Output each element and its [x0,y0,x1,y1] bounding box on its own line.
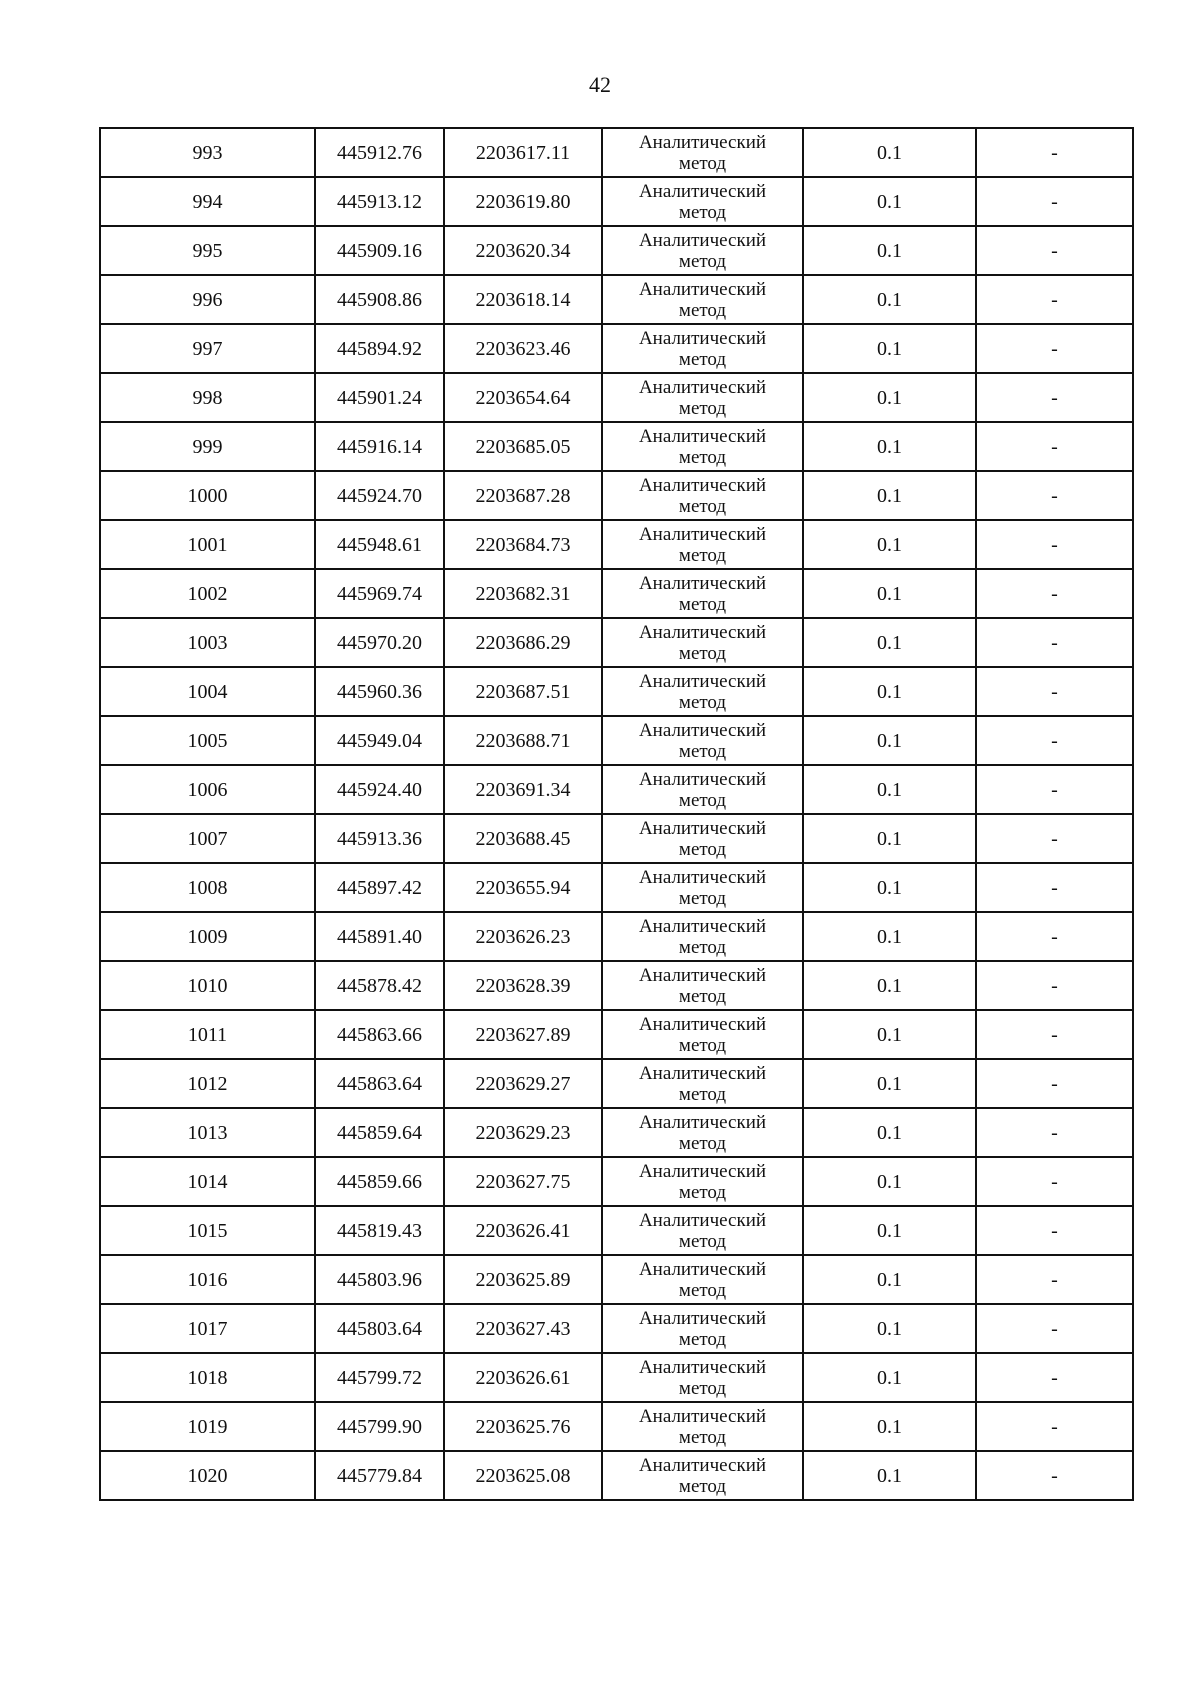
point-number-cell: 1008 [100,863,315,912]
note-cell: - [976,373,1133,422]
point-number-cell: 998 [100,373,315,422]
point-number-cell: 1007 [100,814,315,863]
coordinates-table [99,127,1134,1501]
y-coordinate-cell: 2203618.14 [444,275,602,324]
x-coordinate-cell: 445924.40 [315,765,444,814]
note-cell: - [976,618,1133,667]
y-coordinate-cell: 2203623.46 [444,324,602,373]
note-cell: - [976,765,1133,814]
y-coordinate-cell: 2203628.39 [444,961,602,1010]
point-number-cell: 994 [100,177,315,226]
method-text-line1: Аналитический [638,1405,767,1427]
note-cell: - [976,128,1133,177]
method-cell [602,716,803,765]
note-cell: - [976,324,1133,373]
accuracy-cell: 0.1 [803,1451,976,1500]
accuracy-cell: 0.1 [803,1304,976,1353]
method-text-line1: Аналитический [638,131,767,153]
method-text-line2: метод [678,593,727,615]
accuracy-cell: 0.1 [803,716,976,765]
table-row [100,716,1133,765]
x-coordinate-cell: 445908.86 [315,275,444,324]
method-cell [602,1157,803,1206]
note-cell: - [976,1108,1133,1157]
method-text-line1: Аналитический [638,327,767,349]
method-cell [602,618,803,667]
note-cell: - [976,912,1133,961]
accuracy-cell: 0.1 [803,275,976,324]
note-cell: - [976,1402,1133,1451]
accuracy-cell: 0.1 [803,1010,976,1059]
method-cell [602,1206,803,1255]
method-text-line1: Аналитический [638,572,767,594]
point-number-cell: 1018 [100,1353,315,1402]
method-text-line2: метод [678,887,727,909]
y-coordinate-cell: 2203686.29 [444,618,602,667]
note-cell: - [976,569,1133,618]
table-row [100,1108,1133,1157]
accuracy-cell: 0.1 [803,422,976,471]
x-coordinate-cell: 445859.64 [315,1108,444,1157]
table-row [100,765,1133,814]
method-cell [602,1108,803,1157]
x-coordinate-cell: 445803.96 [315,1255,444,1304]
point-number-cell: 1014 [100,1157,315,1206]
method-cell [602,1010,803,1059]
table-row [100,1353,1133,1402]
table-row [100,128,1133,177]
note-cell: - [976,1059,1133,1108]
method-cell [602,471,803,520]
method-text-line1: Аналитический [638,1307,767,1329]
y-coordinate-cell: 2203691.34 [444,765,602,814]
point-number-cell: 1020 [100,1451,315,1500]
method-text-line2: метод [678,642,727,664]
point-number-cell: 1013 [100,1108,315,1157]
note-cell: - [976,961,1133,1010]
accuracy-cell: 0.1 [803,1059,976,1108]
method-cell [602,275,803,324]
accuracy-cell: 0.1 [803,1255,976,1304]
method-text-line1: Аналитический [638,180,767,202]
method-text-line1: Аналитический [638,866,767,888]
method-text-line1: Аналитический [638,1258,767,1280]
y-coordinate-cell: 2203682.31 [444,569,602,618]
note-cell: - [976,275,1133,324]
note-cell: - [976,1451,1133,1500]
note-cell: - [976,1157,1133,1206]
coordinates-table-body [100,128,1133,1500]
note-cell: - [976,1353,1133,1402]
table-row [100,1206,1133,1255]
method-text-line1: Аналитический [638,1062,767,1084]
point-number-cell: 1009 [100,912,315,961]
y-coordinate-cell: 2203627.89 [444,1010,602,1059]
accuracy-cell: 0.1 [803,961,976,1010]
y-coordinate-cell: 2203625.76 [444,1402,602,1451]
table-row [100,1402,1133,1451]
method-text-line1: Аналитический [638,1209,767,1231]
x-coordinate-cell: 445949.04 [315,716,444,765]
y-coordinate-cell: 2203627.75 [444,1157,602,1206]
accuracy-cell: 0.1 [803,1157,976,1206]
point-number-cell: 1019 [100,1402,315,1451]
method-text-line1: Аналитический [638,278,767,300]
method-cell [602,1304,803,1353]
method-cell [602,373,803,422]
y-coordinate-cell: 2203625.08 [444,1451,602,1500]
method-cell [602,422,803,471]
y-coordinate-cell: 2203629.27 [444,1059,602,1108]
x-coordinate-cell: 445799.72 [315,1353,444,1402]
accuracy-cell: 0.1 [803,128,976,177]
x-coordinate-cell: 445916.14 [315,422,444,471]
point-number-cell: 1011 [100,1010,315,1059]
y-coordinate-cell: 2203655.94 [444,863,602,912]
accuracy-cell: 0.1 [803,373,976,422]
table-row [100,1255,1133,1304]
table-row [100,177,1133,226]
y-coordinate-cell: 2203627.43 [444,1304,602,1353]
y-coordinate-cell: 2203619.80 [444,177,602,226]
method-text-line2: метод [678,348,727,370]
x-coordinate-cell: 445913.12 [315,177,444,226]
method-cell [602,1255,803,1304]
x-coordinate-cell: 445779.84 [315,1451,444,1500]
note-cell: - [976,667,1133,716]
method-text-line1: Аналитический [638,425,767,447]
table-row [100,275,1133,324]
y-coordinate-cell: 2203626.61 [444,1353,602,1402]
y-coordinate-cell: 2203687.28 [444,471,602,520]
method-cell [602,324,803,373]
x-coordinate-cell: 445901.24 [315,373,444,422]
method-cell [602,1059,803,1108]
y-coordinate-cell: 2203654.64 [444,373,602,422]
table-row [100,1010,1133,1059]
table-row [100,520,1133,569]
x-coordinate-cell: 445960.36 [315,667,444,716]
accuracy-cell: 0.1 [803,912,976,961]
point-number-cell: 1003 [100,618,315,667]
method-cell [602,863,803,912]
table-row [100,569,1133,618]
point-number-cell: 1001 [100,520,315,569]
table-row [100,667,1133,716]
accuracy-cell: 0.1 [803,618,976,667]
x-coordinate-cell: 445948.61 [315,520,444,569]
x-coordinate-cell: 445894.92 [315,324,444,373]
method-text-line1: Аналитический [638,670,767,692]
point-number-cell: 1017 [100,1304,315,1353]
table-row [100,961,1133,1010]
method-text-line1: Аналитический [638,1111,767,1133]
y-coordinate-cell: 2203688.45 [444,814,602,863]
note-cell: - [976,471,1133,520]
method-cell [602,520,803,569]
method-text-line1: Аналитический [638,817,767,839]
x-coordinate-cell: 445924.70 [315,471,444,520]
point-number-cell: 1006 [100,765,315,814]
table-row [100,324,1133,373]
method-text-line1: Аналитический [638,1356,767,1378]
table-row [100,373,1133,422]
table-row [100,618,1133,667]
y-coordinate-cell: 2203684.73 [444,520,602,569]
method-text-line2: метод [678,1083,727,1105]
table-row [100,422,1133,471]
method-cell [602,226,803,275]
method-text-line2: метод [678,1132,727,1154]
accuracy-cell: 0.1 [803,1108,976,1157]
method-text-line2: метод [678,495,727,517]
method-text-line1: Аналитический [638,523,767,545]
accuracy-cell: 0.1 [803,324,976,373]
table-row [100,912,1133,961]
x-coordinate-cell: 445819.43 [315,1206,444,1255]
accuracy-cell: 0.1 [803,1402,976,1451]
method-cell [602,1451,803,1500]
x-coordinate-cell: 445863.64 [315,1059,444,1108]
method-text-line1: Аналитический [638,229,767,251]
method-cell [602,814,803,863]
method-cell [602,128,803,177]
y-coordinate-cell: 2203629.23 [444,1108,602,1157]
method-text-line1: Аналитический [638,768,767,790]
point-number-cell: 995 [100,226,315,275]
note-cell: - [976,520,1133,569]
method-text-line1: Аналитический [638,621,767,643]
method-text-line1: Аналитический [638,1013,767,1035]
y-coordinate-cell: 2203688.71 [444,716,602,765]
note-cell: - [976,814,1133,863]
x-coordinate-cell: 445913.36 [315,814,444,863]
table-row [100,1059,1133,1108]
table-row [100,226,1133,275]
y-coordinate-cell: 2203626.23 [444,912,602,961]
method-cell [602,177,803,226]
x-coordinate-cell: 445878.42 [315,961,444,1010]
point-number-cell: 1000 [100,471,315,520]
table-row [100,814,1133,863]
method-cell [602,912,803,961]
point-number-cell: 1005 [100,716,315,765]
note-cell: - [976,177,1133,226]
method-cell [602,1353,803,1402]
method-text-line2: метод [678,1377,727,1399]
point-number-cell: 999 [100,422,315,471]
method-text-line2: метод [678,299,727,321]
page-number: 42 [589,72,611,97]
table-row [100,863,1133,912]
note-cell: - [976,716,1133,765]
note-cell: - [976,422,1133,471]
note-cell: - [976,1304,1133,1353]
y-coordinate-cell: 2203620.34 [444,226,602,275]
y-coordinate-cell: 2203625.89 [444,1255,602,1304]
table-row [100,1157,1133,1206]
accuracy-cell: 0.1 [803,177,976,226]
method-text-line2: метод [678,446,727,468]
method-text-line1: Аналитический [638,1454,767,1476]
method-cell [602,765,803,814]
x-coordinate-cell: 445912.76 [315,128,444,177]
table-row [100,1304,1133,1353]
accuracy-cell: 0.1 [803,1206,976,1255]
method-text-line2: метод [678,1181,727,1203]
method-text-line1: Аналитический [638,915,767,937]
accuracy-cell: 0.1 [803,765,976,814]
x-coordinate-cell: 445863.66 [315,1010,444,1059]
method-text-line1: Аналитический [638,1160,767,1182]
method-text-line2: метод [678,250,727,272]
accuracy-cell: 0.1 [803,863,976,912]
x-coordinate-cell: 445897.42 [315,863,444,912]
accuracy-cell: 0.1 [803,520,976,569]
method-text-line2: метод [678,1279,727,1301]
accuracy-cell: 0.1 [803,569,976,618]
accuracy-cell: 0.1 [803,1353,976,1402]
table-row [100,1451,1133,1500]
method-text-line1: Аналитический [638,719,767,741]
x-coordinate-cell: 445891.40 [315,912,444,961]
method-text-line2: метод [678,789,727,811]
note-cell: - [976,1010,1133,1059]
method-text-line1: Аналитический [638,376,767,398]
note-cell: - [976,226,1133,275]
method-text-line2: метод [678,1230,727,1252]
method-text-line2: метод [678,201,727,223]
point-number-cell: 1015 [100,1206,315,1255]
point-number-cell: 996 [100,275,315,324]
y-coordinate-cell: 2203687.51 [444,667,602,716]
y-coordinate-cell: 2203626.41 [444,1206,602,1255]
x-coordinate-cell: 445803.64 [315,1304,444,1353]
method-text-line2: метод [678,1328,727,1350]
y-coordinate-cell: 2203617.11 [444,128,602,177]
method-text-line1: Аналитический [638,964,767,986]
x-coordinate-cell: 445909.16 [315,226,444,275]
method-text-line2: метод [678,1475,727,1497]
method-text-line2: метод [678,397,727,419]
method-text-line2: метод [678,152,727,174]
note-cell: - [976,1206,1133,1255]
x-coordinate-cell: 445799.90 [315,1402,444,1451]
x-coordinate-cell: 445969.74 [315,569,444,618]
accuracy-cell: 0.1 [803,814,976,863]
y-coordinate-cell: 2203685.05 [444,422,602,471]
table-row [100,471,1133,520]
method-cell [602,1402,803,1451]
method-cell [602,667,803,716]
accuracy-cell: 0.1 [803,226,976,275]
x-coordinate-cell: 445859.66 [315,1157,444,1206]
method-cell [602,961,803,1010]
note-cell: - [976,863,1133,912]
method-text-line2: метод [678,1034,727,1056]
point-number-cell: 997 [100,324,315,373]
point-number-cell: 1012 [100,1059,315,1108]
point-number-cell: 993 [100,128,315,177]
note-cell: - [976,1255,1133,1304]
point-number-cell: 1016 [100,1255,315,1304]
point-number-cell: 1010 [100,961,315,1010]
method-text-line2: метод [678,740,727,762]
method-cell [602,569,803,618]
method-text-line1: Аналитический [638,474,767,496]
method-text-line2: метод [678,691,727,713]
x-coordinate-cell: 445970.20 [315,618,444,667]
method-text-line2: метод [678,936,727,958]
method-text-line2: метод [678,985,727,1007]
method-text-line2: метод [678,544,727,566]
method-text-line2: метод [678,1426,727,1448]
accuracy-cell: 0.1 [803,471,976,520]
method-text-line2: метод [678,838,727,860]
point-number-cell: 1002 [100,569,315,618]
accuracy-cell: 0.1 [803,667,976,716]
point-number-cell: 1004 [100,667,315,716]
